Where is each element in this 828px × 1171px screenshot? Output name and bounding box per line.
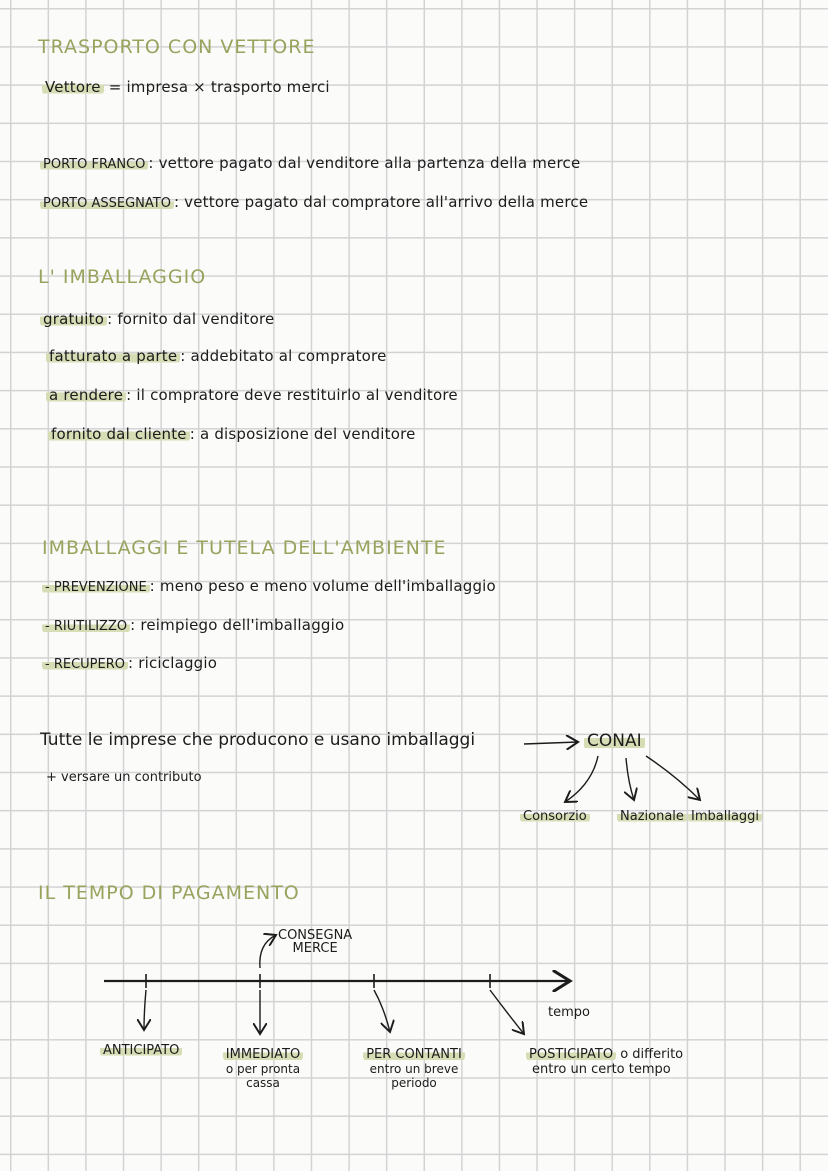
payment-posticipato: POSTICIPATO bbox=[526, 1047, 616, 1062]
immediato-sub-2: cassa bbox=[246, 1076, 280, 1090]
payment-immediato: IMMEDIATO bbox=[223, 1047, 303, 1062]
section-title-tempo-pagamento: IL TEMPO DI PAGAMENTO bbox=[38, 882, 300, 904]
anticipato-arrow bbox=[144, 990, 146, 1030]
conai-arrow bbox=[524, 742, 578, 744]
merce-label: MERCE bbox=[292, 941, 338, 956]
payment-per-contanti: PER CONTANTI bbox=[363, 1047, 465, 1062]
porto-franco-term: PORTO FRANCO bbox=[40, 157, 148, 172]
payment-anticipato: ANTICIPATO bbox=[100, 1043, 182, 1058]
posticipato-suffix: o differito bbox=[616, 1047, 684, 1062]
ambiente-definition: : reimpiego dell'imballaggio bbox=[130, 616, 345, 634]
vettore-term: Vettore bbox=[42, 78, 104, 96]
ambiente-term: - PREVENZIONE bbox=[42, 580, 150, 595]
vettore-definition: = impresa × trasporto merci bbox=[103, 78, 330, 96]
conai-part-nazionale: Nazionale bbox=[617, 809, 687, 824]
section-title-ambiente: IMBALLAGGI E TUTELA DELL'AMBIENTE bbox=[42, 537, 447, 559]
conai-subtext: + versare un contributo bbox=[46, 770, 202, 785]
section-title-trasporto: TRASPORTO CON VETTORE bbox=[38, 36, 316, 58]
ambiente-definition: : riciclaggio bbox=[127, 654, 218, 672]
timeline-axis-label: tempo bbox=[548, 1005, 590, 1020]
conai-acronym: CONAI bbox=[584, 731, 645, 751]
imballaggio-definition: : il compratore deve restituirlo al venditore bbox=[126, 386, 458, 404]
conai-part-imballaggi: Imballaggi bbox=[688, 809, 762, 824]
imballaggio-definition: : addebitato al compratore bbox=[180, 347, 387, 365]
contanti-sub-1: entro un breve bbox=[369, 1062, 459, 1076]
imballaggio-definition: : fornito dal venditore bbox=[107, 310, 275, 328]
porto-assegnato-definition: : vettore pagato dal compratore all'arrivo della merce bbox=[173, 193, 589, 211]
porto-assegnato-term: PORTO ASSEGNATO bbox=[40, 196, 174, 211]
ambiente-term: - RIUTILIZZO bbox=[42, 619, 130, 634]
conai-part-consorzio: Consorzio bbox=[520, 809, 590, 824]
consegna-label: CONSEGNA bbox=[278, 928, 353, 943]
posticipato-sub: entro un certo tempo bbox=[532, 1062, 671, 1077]
conai-sentence: Tutte le imprese che producono e usano imballaggi bbox=[40, 730, 476, 750]
contanti-sub-2: periodo bbox=[391, 1076, 437, 1090]
conai-branch-nazionale bbox=[626, 758, 634, 800]
ambiente-definition: : meno peso e meno volume dell'imballaggio bbox=[149, 577, 496, 595]
ambiente-term: - RECUPERO bbox=[42, 657, 128, 672]
section-title-imballaggio: L' IMBALLAGGIO bbox=[38, 266, 207, 288]
porto-franco-definition: : vettore pagato dal venditore alla partenza della merce bbox=[148, 154, 581, 172]
posticipato-arrow bbox=[490, 990, 524, 1034]
contanti-arrow bbox=[374, 990, 390, 1032]
imballaggio-term: a rendere bbox=[46, 386, 126, 404]
consegna-arrow bbox=[260, 935, 276, 968]
imballaggio-term: fatturato a parte bbox=[46, 347, 180, 365]
imballaggio-term: fornito dal cliente bbox=[48, 425, 190, 443]
conai-branch-consorzio bbox=[565, 756, 598, 802]
conai-branch-imballaggi bbox=[646, 756, 700, 800]
imballaggio-term: gratuito bbox=[40, 310, 107, 328]
immediato-sub-1: o per pronta bbox=[225, 1062, 301, 1076]
imballaggio-definition: : a disposizione del venditore bbox=[189, 425, 416, 443]
